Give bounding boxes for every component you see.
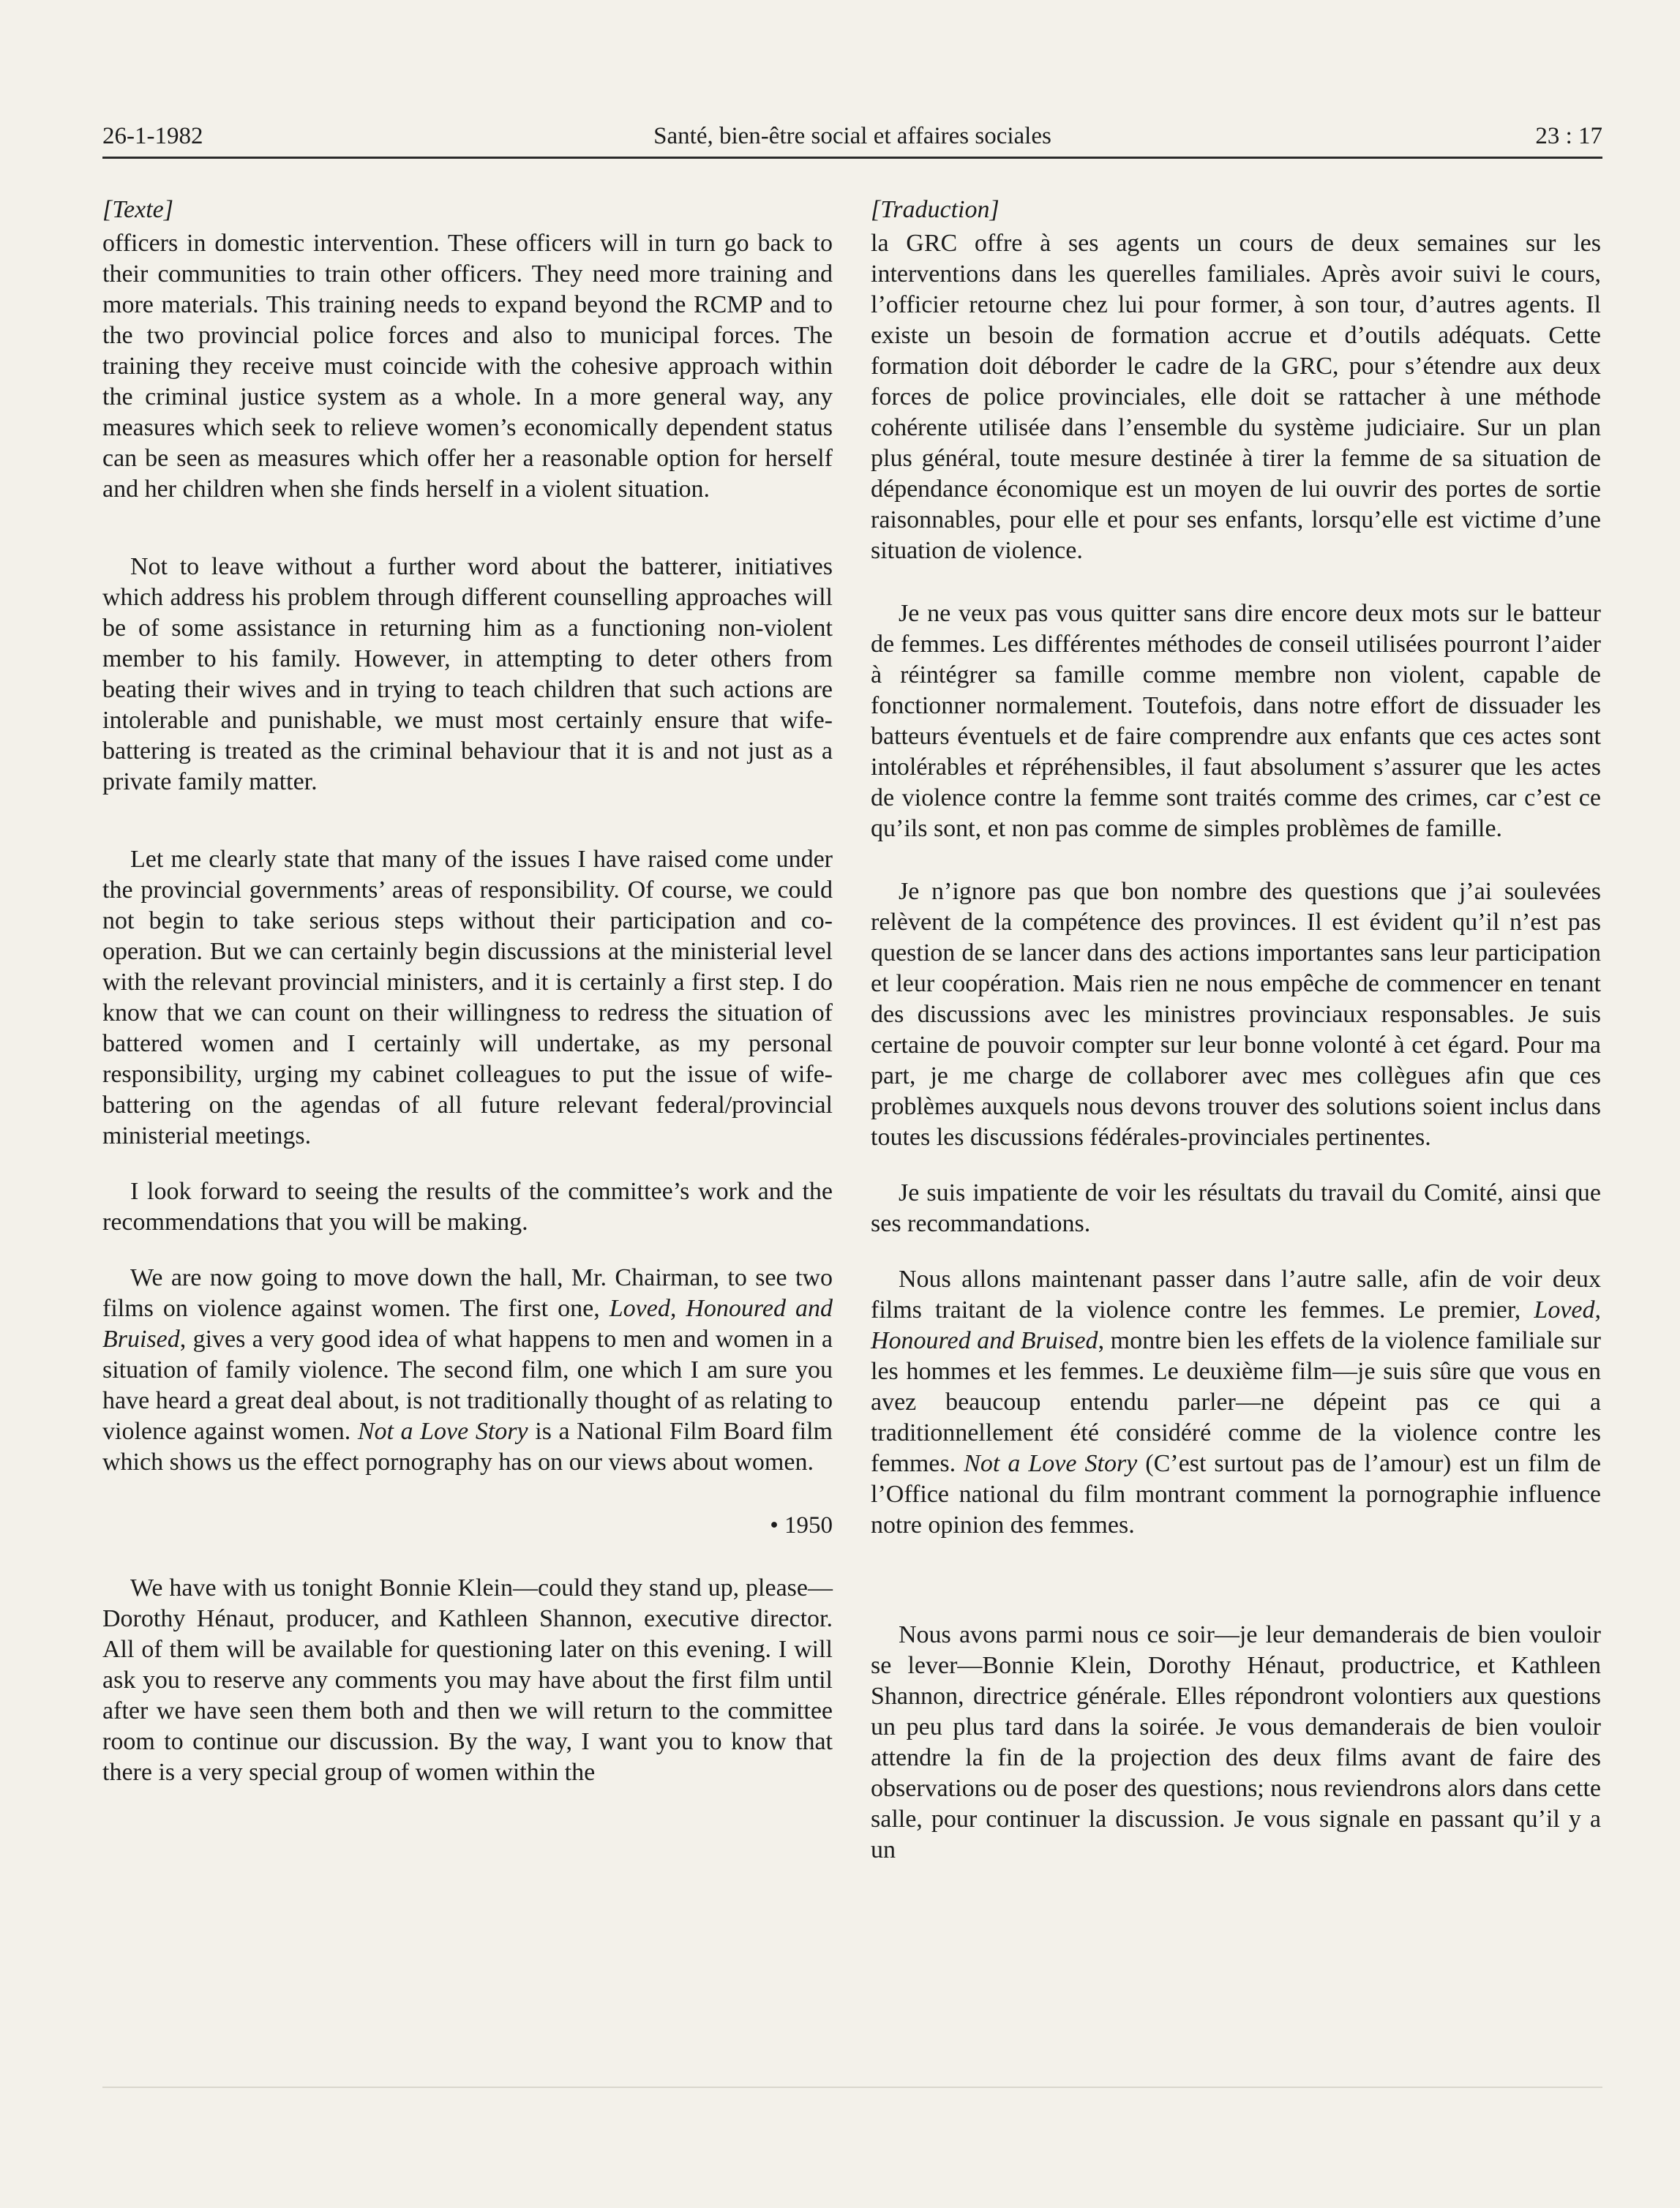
paragraph-gap — [102, 1478, 833, 1510]
paragraph: Nous avons parmi nous ce soir—je leur demanderais de bien vouloir se lever—Bonnie Klein, Dorothy Hénaut, productrice, et Kathleen Shannon, directrice générale. Elles répondront volontiers aux questions un peu plus tard dans la soirée. Je vous demanderais de bien vouloir attendre la fin de la projection des deux films avant de faire des observations ou de poser des questions; nous reviendrons alors dans cette salle, pour continuer la discussion. Je vous signale en passant qu’il y a un — [871, 1621, 1601, 1863]
column-tag: [Traduction] — [871, 196, 1000, 223]
paragraph: la GRC offre à ses agents un cours de deux semaines sur les interventions dans les querelles familiales. Après avoir suivi le cours, l’officier retourne chez lui pour former, à son tour, d’autres agents. Il existe un besoin de formation accrue et d’outils adéquats. Cette formation doit déborder le cadre de la GRC, pour s’étendre aux deux forces de police provinciales, elle doit se rattacher à une méthode cohérente utilisée dans l’ensemble du système judiciaire. Sur un plan plus général, toute mesure destinée à tirer la femme de sa situation de dépendance économique est un moyen de lui ouvrir des portes de sortie raisonnables, pour elle et pour ses enfants, lorsqu’elle est victime d’une situation de violence. — [871, 230, 1601, 564]
text-run: (C’est surtout pas de l’amour) est un film de l’Office national du film montrant comment la pornographie influence notre opinion des femmes. — [871, 1450, 1602, 1539]
paragraph: Je ne veux pas vous quitter sans dire encore deux mots sur le batteur de femmes. Les différentes méthodes de conseil utilisées pourront l’aider à réintégrer sa famille comme membre non violent, capable de fonctionner normalement. Toutefois, dans notre effort de dissuader les batteurs éventuels et de faire comprendre aux enfants que ces actes sont intolérables et répréhensibles, il faut absolument s’assurer que les actes de violence contre la femme sont traités comme des crimes, car c’est ce qu’ils sont, et non pas comme de simples problèmes de famille. — [871, 600, 1601, 842]
page-header — [102, 119, 1602, 159]
paragraph-gap — [102, 505, 833, 552]
paragraph-gap — [871, 1153, 1601, 1178]
paragraph: Je n’ignore pas que bon nombre des questions que j’ai soulevées relèvent de la compétence des provinces. Il est évident qu’il n’est pas question de se lancer dans des actions importantes sans leur participation et leur coopération. Mais rien ne nous empêche de commencer en tenant des discussions avec les ministres provinciaux responsables. Je suis certaine de pouvoir compter sur leur bonne volonté à cet égard. Pour ma part, je me charge de collaborer avec mes collègues afin que ces problèmes auxquels nous devons trouver des solutions soient inclus dans toutes les discussions fédérales-provinciales pertinentes. — [871, 878, 1601, 1151]
header-title: Santé, bien-être social et affaires sociales — [653, 123, 1051, 149]
bottom-rule — [102, 2087, 1602, 2088]
column-tag: [Texte] — [102, 196, 173, 223]
text-run: Nous allons maintenant passer dans l’autre salle, afin de voir deux films traitant de la violence contre les femmes. Le premier, — [871, 1266, 1601, 1323]
paragraph: officers in domestic intervention. These officers will in turn go back to their communities to train other officers. They need more training and more materials. This training needs to expand beyond the RCMP and to the two provincial police forces and also to municipal forces. The training they receive must coincide with the cohesive approach within the criminal justice system as a whole. In a more general way, any measures which seek to relieve women’s economically dependent status can be seen as measures which offer her a reasonable option for herself and her children when she finds herself in a violent situation. — [102, 230, 833, 503]
paragraph: Not to leave without a further word about the batterer, initiatives which address his problem through different counselling approaches will be of some assistance in returning him as a functioning non-violent member to his family. However, in attempting to deter others from beating their wives and in trying to teach children that such actions are intolerable and punishable, we must most certainly ensure that wife-battering is treated as the criminal behaviour that it is and not just as a private family matter. — [102, 553, 833, 795]
paragraph-gap — [102, 797, 833, 844]
paragraph-gap — [102, 1238, 833, 1263]
paragraph: Je suis impatiente de voir les résultats du travail du Comité, ainsi que ses recommandations. — [871, 1179, 1601, 1237]
header-date: 26-1-1982 — [102, 123, 203, 149]
paragraph-gap — [871, 1588, 1601, 1620]
paragraph — [871, 1264, 1601, 1541]
paragraph: I look forward to seeing the results of the committee’s work and the recommendations that you will be making. — [102, 1178, 833, 1236]
paragraph: Let me clearly state that many of the issues I have raised come under the provincial governments’ areas of responsibility. Of course, we could not begin to take serious steps without their participation and co-operation. But we can certainly begin discussions at the ministerial level with the relevant provincial ministers, and it is certainly a first step. I do know that we can count on their willingness to redress the situation of battered women and I certainly will undertake, as my personal responsibility, urging my cabinet colleagues to put the issue of wife-battering on the agendas of all future relevant federal/provincial ministerial meetings. — [102, 846, 833, 1149]
paragraph-gap — [871, 566, 1601, 598]
paragraph-gap — [871, 1239, 1601, 1264]
paragraph: We have with us tonight Bonnie Klein—could they stand up, please—Dorothy Hénaut, producer, and Kathleen Shannon, executive director. All of them will be available for questioning later on this evening. I will ask you to reserve any comments you may have about the first film until after we have seen them both and then we will return to the committee room to continue our discussion. By the way, I want you to know that there is a very special group of women within the — [102, 1574, 833, 1786]
film-title: Loved, Honoured and Bruised — [102, 1295, 833, 1353]
paragraph — [102, 1263, 833, 1478]
header-page-number: 23 : 17 — [1535, 123, 1602, 149]
time-marker: • 1950 — [770, 1512, 833, 1539]
text-run: We are now going to move down the hall, Mr. Chairman, to see two films on violence against women. The first one, — [102, 1264, 833, 1322]
text-run: , montre bien les effets de la violence familiale sur les hommes et les femmes. Le deuxième film—je suis sûre que vous en avez beaucoup entendu parler—ne dépeint pas ce qui a traditionnellement été considéré comme de la violence contre les femmes. — [871, 1327, 1601, 1477]
text-run: , gives a very good idea of what happens to men and women in a situation of family violence. The second film, one which I am sure you have heard a great deal about, is not traditionally thought of as relating to violence against women. — [102, 1326, 833, 1445]
paragraph-gap — [871, 844, 1601, 876]
film-title: Not a Love Story — [964, 1450, 1138, 1477]
film-title: Loved, Honoured and Bruised — [871, 1296, 1601, 1354]
text-run: is a National Film Board film which shows us the effect pornography has on our views about women. — [102, 1418, 833, 1476]
paragraph-gap — [102, 1541, 833, 1573]
paragraph-gap — [871, 1541, 1601, 1588]
paragraph-gap — [102, 1152, 833, 1176]
english-column — [102, 195, 833, 1788]
french-column — [871, 195, 1601, 1866]
film-title: Not a Love Story — [357, 1418, 528, 1445]
